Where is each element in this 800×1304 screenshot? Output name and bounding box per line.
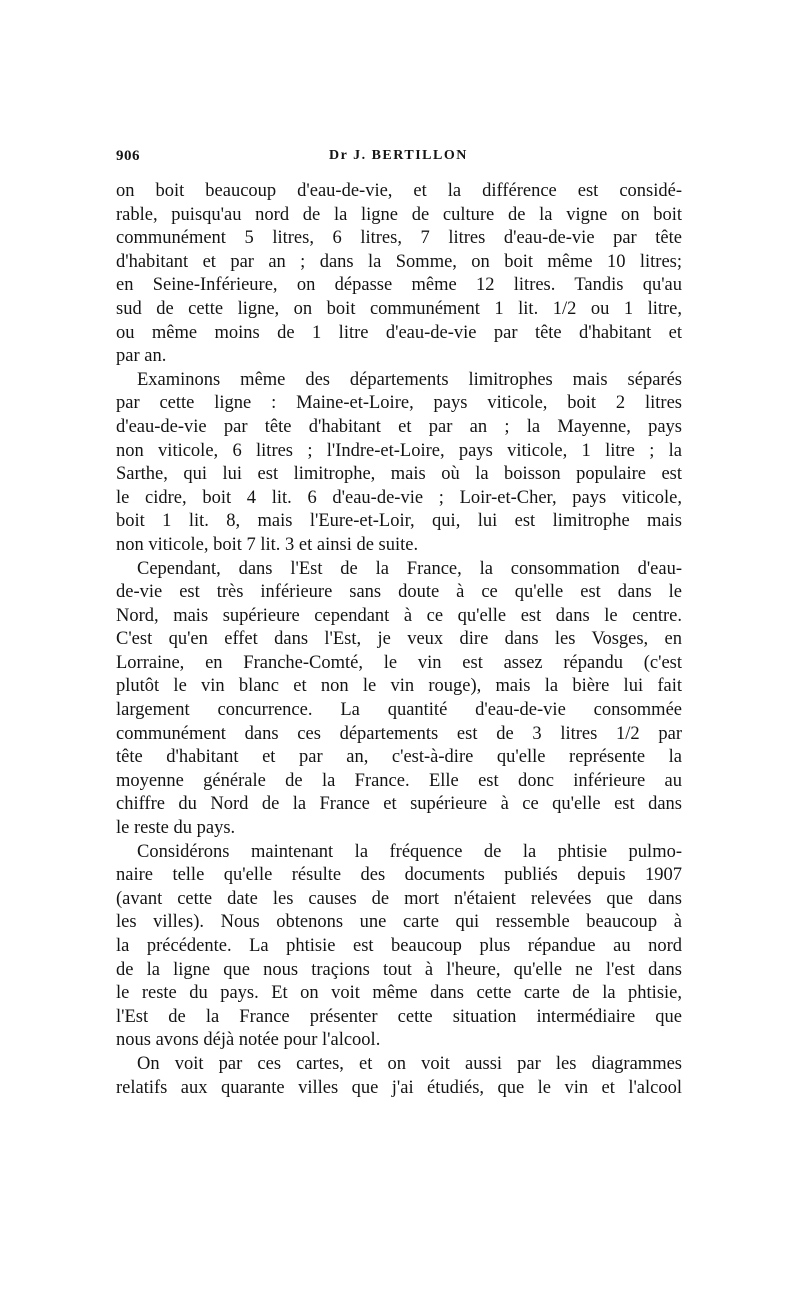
paragraph	[116, 841, 682, 1053]
text-line: le reste du pays. Et on voit même dans cette carte de la phtisie,	[116, 983, 682, 1004]
text-line: Nord, mais supérieure cependant à ce qu'elle est dans le centre.	[116, 605, 682, 626]
text-line: moyenne générale de la France. Elle est donc inférieure au	[116, 770, 682, 791]
text-line: relatifs aux quarante villes que j'ai étudiés, que le vin et l'alcool	[116, 1077, 682, 1098]
text-line: communément dans ces départements est de 3 litres 1/2 par	[116, 723, 682, 744]
paragraph	[116, 180, 682, 369]
text-line: non viticole, 6 litres ; l'Indre-et-Loire, pays viticole, 1 litre ; la	[116, 440, 682, 461]
text-line: chiffre du Nord de la France et supérieure à ce qu'elle est dans	[116, 794, 682, 815]
text-line: On voit par ces cartes, et on voit aussi par les diagrammes	[137, 1053, 682, 1074]
text-line: boit 1 lit. 8, mais l'Eure-et-Loir, qui, lui est limitrophe mais	[116, 511, 682, 532]
page-number: 906	[116, 148, 140, 164]
text-line: rable, puisqu'au nord de la ligne de culture de la vigne on boit	[116, 204, 682, 225]
running-head-author: Dr J. BERTILLON	[329, 148, 468, 163]
text-line: le cidre, boit 4 lit. 6 d'eau-de-vie ; Loir-et-Cher, pays viticole,	[116, 487, 682, 508]
text-line: d'habitant et par an ; dans la Somme, on boit même 10 litres;	[116, 251, 682, 272]
text-line: plutôt le vin blanc et non le vin rouge), mais la bière lui fait	[116, 676, 682, 697]
text-line: la précédente. La phtisie est beaucoup plus répandue au nord	[116, 936, 682, 956]
text-line: on boit beaucoup d'eau-de-vie, et la différence est considé-	[116, 181, 682, 201]
text-line: le reste du pays.	[116, 818, 236, 839]
text-line: de la ligne que nous traçions tout à l'heure, qu'elle ne l'est dans	[116, 959, 682, 980]
text-line: sud de cette ligne, on boit communément 1 lit. 1/2 ou 1 litre,	[116, 298, 682, 319]
paragraph	[116, 558, 682, 841]
text-line: par cette ligne : Maine-et-Loire, pays viticole, boit 2 litres	[116, 393, 682, 414]
text-line: (avant cette date les causes de mort n'étaient relevées que dans	[116, 888, 682, 909]
text-line: C'est qu'en effet dans l'Est, je veux dire dans les Vosges, en	[116, 629, 682, 650]
text-line: ou même moins de 1 litre d'eau-de-vie par tête d'habitant et	[116, 322, 682, 343]
text-line: Considérons maintenant la fréquence de la phtisie pulmo-	[137, 841, 682, 862]
text-line: les villes). Nous obtenons une carte qui ressemble beaucoup à	[116, 912, 682, 933]
body-text	[116, 180, 682, 1100]
text-line: non viticole, boit 7 lit. 3 et ainsi de suite.	[116, 534, 419, 555]
text-line: d'eau-de-vie par tête d'habitant et par an ; la Mayenne, pays	[116, 416, 682, 437]
text-line: l'Est de la France présenter cette situation intermédiaire que	[116, 1006, 682, 1027]
text-line: de-vie est très inférieure sans doute à ce qu'elle est dans le	[116, 582, 682, 603]
text-line: par an.	[116, 346, 167, 367]
text-line: communément 5 litres, 6 litres, 7 litres d'eau-de-vie par tête	[116, 228, 682, 249]
text-line: Cependant, dans l'Est de la France, la consommation d'eau-	[137, 558, 682, 579]
text-line: Sarthe, qui lui est limitrophe, mais où la boisson populaire est	[116, 464, 682, 485]
text-line: en Seine-Inférieure, on dépasse même 12 litres. Tandis qu'au	[116, 275, 682, 296]
running-head	[116, 148, 682, 170]
text-line: nous avons déjà notée pour l'alcool.	[116, 1030, 381, 1051]
text-line: Examinons même des départements limitrophes mais séparés	[137, 369, 682, 390]
text-line: tête d'habitant et par an, c'est-à-dire qu'elle représente la	[116, 747, 682, 768]
text-line: naire telle qu'elle résulte des documents publiés depuis 1907	[116, 865, 682, 886]
paragraph	[116, 369, 682, 558]
text-line: largement concurrence. La quantité d'eau-de-vie consommée	[116, 700, 682, 721]
text-line: Lorraine, en Franche-Comté, le vin est assez répandu (c'est	[116, 652, 682, 673]
paragraph	[116, 1053, 682, 1100]
